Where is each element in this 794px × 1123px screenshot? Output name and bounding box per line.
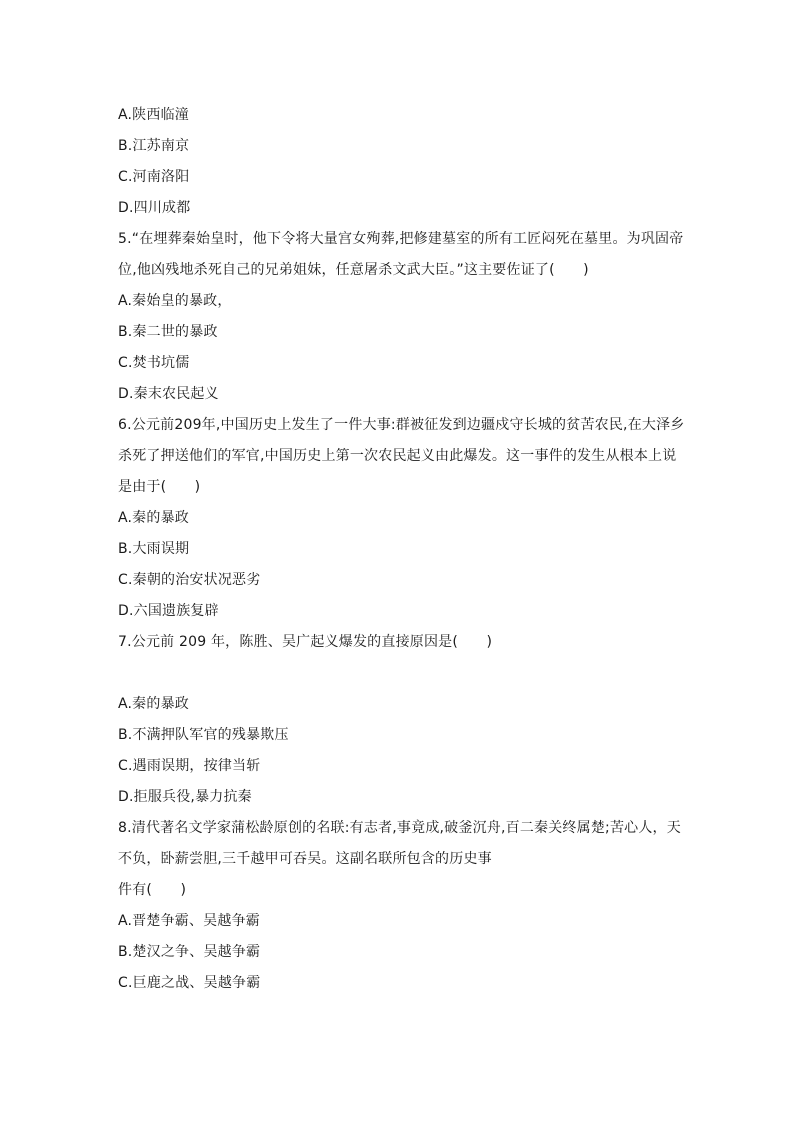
q7-option-d: D.拒服兵役,暴力抗秦	[118, 789, 252, 805]
exam-page	[118, 100, 685, 999]
q5-option-a: A.秦始皇的暴政，	[118, 293, 232, 309]
q6-stem-line2: 杀死了押送他们的军官,中国历史上第一次农民起义由此爆发。这一事件的发生从根本上说	[118, 448, 677, 464]
q5-stem-line2: 位,他凶残地杀死自己的兄弟姐妹，任意屠杀文武大臣。”这主要佐证了( )	[118, 262, 589, 278]
q4-option-b: B.江苏南京	[118, 138, 190, 154]
q7-option-c: C.遇雨误期，按律当斩	[118, 758, 261, 774]
blank-spacer	[118, 658, 680, 689]
q8-option-a: A.晋楚争霸、吴越争霸	[118, 913, 260, 929]
q6-option-b: B.大雨误期	[118, 541, 190, 557]
q6-stem-line1: 6.公元前209年,中国历史上发生了一件大事:群被征发到边疆戍守长城的贫苦农民,在大泽乡	[118, 417, 685, 433]
q7-stem-line1: 7.公元前 209 年，陈胜、吴广起义爆发的直接原因是( )	[118, 634, 493, 650]
q8-stem-line3: 件有( )	[118, 882, 187, 898]
q4-option-d: D.四川成都	[118, 200, 191, 216]
q8-stem-line2: 不负，卧薪尝胆,三千越甲可吞吴。这副名联所包含的历史事	[118, 851, 492, 867]
q7-option-a: A.秦的暴政	[118, 696, 189, 712]
q4-option-a: A.陕西临潼	[118, 107, 189, 123]
q6-stem-line3: 是由于( )	[118, 479, 201, 495]
q8-stem-line1: 8.清代著名文学家蒲松龄原创的名联:有志者,事竟成,破釜沉舟,百二秦关终属楚;苦心人，天	[118, 820, 681, 836]
q6-option-c: C.秦朝的治安状况恶劣	[118, 572, 261, 588]
q8-option-b: B.楚汉之争、吴越争霸	[118, 944, 261, 960]
q6-option-d: D.六国遗族复辟	[118, 603, 219, 619]
q8-option-c: C.巨鹿之战、吴越争霸	[118, 975, 261, 991]
q7-option-b: B.不满押队军官的残暴欺压	[118, 727, 289, 743]
q5-stem-line1: 5.“在埋葬秦始皇时，他下令将大量宫女殉葬,把修建墓室的所有工匠闷死在墓里。为巩固帝	[118, 231, 684, 247]
q6-option-a: A.秦的暴政	[118, 510, 189, 526]
q5-option-d: D.秦末农民起义	[118, 386, 219, 402]
q4-option-c: C.河南洛阳	[118, 169, 190, 185]
q5-option-c: C.焚书坑儒	[118, 355, 190, 371]
q5-option-b: B.秦二世的暴政	[118, 324, 218, 340]
